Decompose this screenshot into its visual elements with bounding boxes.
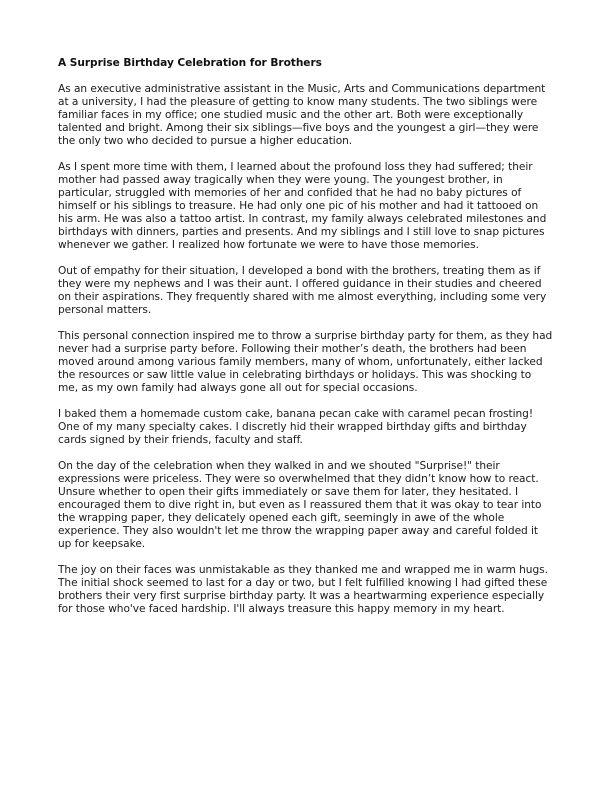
paragraph-5: I baked them a homemade custom cake, banana pecan cake with caramel pecan frosting! One of my many specialty cakes. I discretly hid their wrapped birthday gifts and birthday cards signed by their friends, faculty and staff. [58, 408, 534, 446]
paragraph-2: As I spent more time with them, I learned about the profound loss they had suffered; their mother had passed away tragically when they were young. The youngest brother, in particular, struggled with memories of her and confided that he had no baby pictures of himself or his siblings to treasure. He had only one pic of his mother and had it tattooed on his arm. He was also a tattoo artist. In contrast, my family always celebrated milestones and birthdays with dinners, parties and presents. And my siblings and I still love to snap pictures whenever we gather. I realized how fortunate we were to have those memories. [58, 161, 547, 251]
paragraph-4: This personal connection inspired me to throw a surprise birthday party for them, as they had never had a surprise party before. Following their mother’s death, the brothers had been moved around among various family members, many of whom, unfortunately, either lacked the resources or saw little value in celebrating birthdays or holidays. This was shocking to me, as my own family had always gone all out for special occasions. [58, 330, 553, 394]
paragraph-3: Out of empathy for their situation, I developed a bond with the brothers, treating them as if they were my nephews and I was their aunt. I offered guidance in their studies and cheered on their aspirations. They frequently shared with me almost everything, including some very personal matters. [58, 265, 547, 316]
paragraph-1: As an executive administrative assistant in the Music, Arts and Communications department at a university, I had the pleasure of getting to know many students. The two siblings were familiar faces in my office; one studied music and the other art. Both were exceptionally talented and bright. Among their six siblings—five boys and the youngest a girl—they were the only two who decided to pursue a higher education. [58, 83, 546, 147]
paragraph-7: The joy on their faces was unmistakable as they thanked me and wrapped me in warm hugs. The initial shock seemed to last for a day or two, but I felt fulfilled knowing I had gifted these brothers their very first surprise birthday party. It was a heartwarming experience especially for those who've faced hardship. I'll always treasure this happy memory in my heart. [58, 564, 548, 615]
document-title: A Surprise Birthday Celebration for Brothers [58, 57, 322, 69]
paragraph-6: On the day of the celebration when they walked in and we shouted "Surprise!" their expressions were priceless. They were so overwhelmed that they didn’t know how to react. Unsure whether to open their gifts immediately or save them for later, they hesitated. I encouraged them to dive right in, but even as I reassured them that it was okay to tear into the wrapping paper, they delicately opened each gift, seemingly in awe of the whole experience. They also wouldn't let me throw the wrapping paper away and careful folded it up for keepsake. [58, 460, 542, 550]
document-body [58, 57, 554, 629]
